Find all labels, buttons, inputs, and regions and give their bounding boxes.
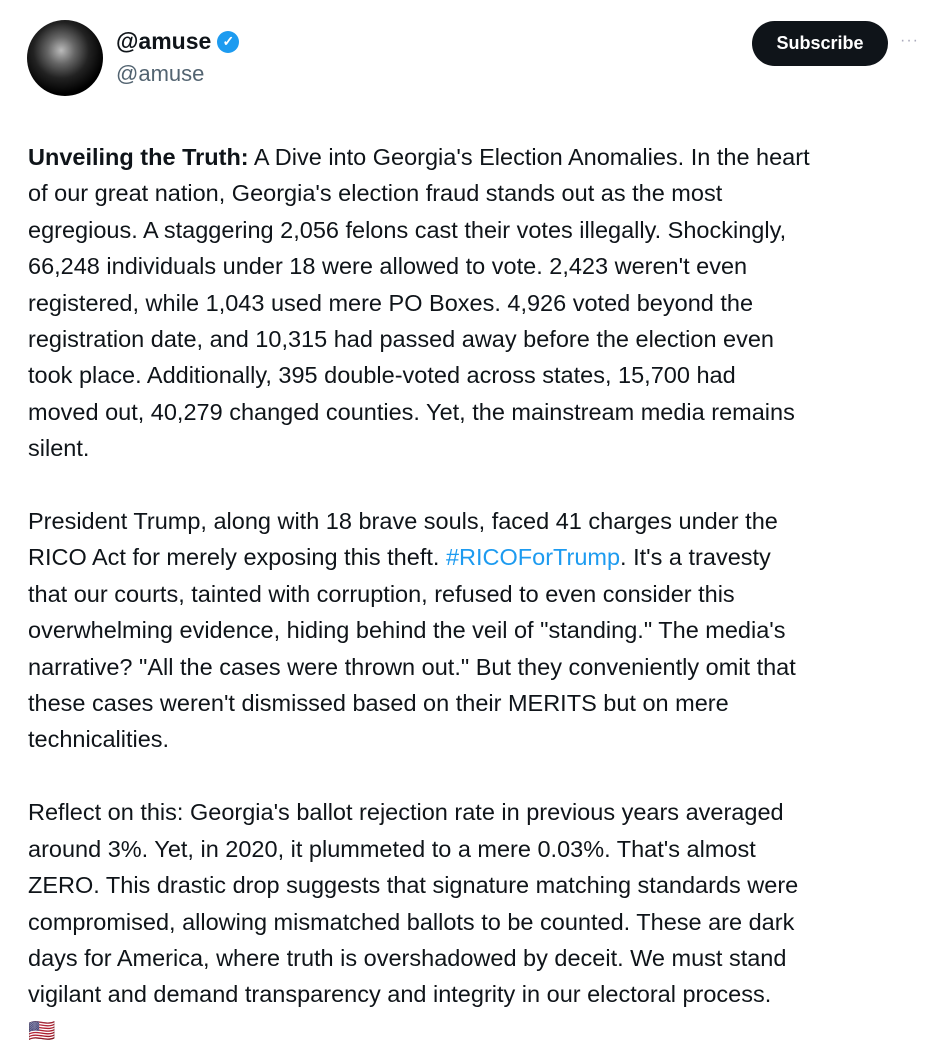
text-line bbox=[28, 139, 810, 175]
text-line: technicalities. bbox=[28, 726, 170, 753]
paragraph-2 bbox=[28, 576, 810, 758]
text-line: egregious. A staggering 2,056 felons cast their votes illegally. Shockingly, bbox=[28, 216, 787, 243]
author-name[interactable] bbox=[116, 28, 239, 55]
hashtag-link[interactable]: #RICOForTrump bbox=[445, 544, 621, 571]
text-line: these cases weren't dismissed based on their MERITS but on mere bbox=[28, 690, 729, 717]
text-line: vigilant and demand transparency and integrity in our electoral process. bbox=[28, 981, 772, 1008]
text-line: registered, while 1,043 used mere PO Boxes. 4,926 voted beyond the bbox=[28, 289, 754, 316]
text-line: took place. Additionally, 395 double-voted across states, 15,700 had bbox=[28, 362, 736, 389]
text-line bbox=[28, 539, 810, 575]
bold-lead: Unveiling the Truth: bbox=[28, 144, 249, 170]
text-line: Reflect on this: Georgia's ballot rejection rate in previous years averaged bbox=[28, 799, 784, 826]
paragraph-3 bbox=[28, 794, 810, 1012]
text-line: President Trump, along with 18 brave souls, faced 41 charges under the bbox=[28, 508, 778, 535]
text-line: of our great nation, Georgia's election fraud stands out as the most bbox=[28, 180, 723, 207]
more-options-icon[interactable]: ··· bbox=[900, 32, 919, 49]
text-segment: RICO Act for merely exposing this theft. bbox=[28, 544, 446, 571]
text-line: that our courts, tainted with corruption, refused to even consider this bbox=[28, 580, 735, 607]
text-line: days for America, where truth is overshadowed by deceit. We must stand bbox=[28, 944, 787, 971]
post-text bbox=[28, 139, 810, 1049]
text-line: silent. bbox=[28, 435, 90, 462]
us-flag-emoji: 🇺🇸 bbox=[28, 1017, 56, 1043]
text-line: narrative? "All the cases were thrown out." But they conveniently omit that bbox=[28, 653, 796, 680]
author-handle[interactable]: @amuse bbox=[116, 61, 205, 86]
text-line: 66,248 individuals under 18 were allowed to vote. 2,423 weren't even bbox=[28, 253, 748, 280]
subscribe-button[interactable]: Subscribe bbox=[752, 21, 888, 66]
text-line: ZERO. This drastic drop suggests that signature matching standards were bbox=[28, 872, 799, 899]
display-name[interactable]: @amuse bbox=[116, 28, 212, 54]
paragraph-1 bbox=[28, 175, 810, 466]
text-line: moved out, 40,279 changed counties. Yet, the mainstream media remains bbox=[28, 398, 795, 425]
text-segment: A Dive into Georgia's Election Anomalies. In the heart bbox=[248, 144, 810, 170]
text-segment: . It's a travesty bbox=[620, 544, 771, 571]
text-line: registration date, and 10,315 had passed away before the election even bbox=[28, 326, 774, 353]
avatar[interactable] bbox=[27, 20, 103, 96]
text-line: compromised, allowing mismatched ballots to be counted. These are dark bbox=[28, 908, 795, 935]
text-line: around 3%. Yet, in 2020, it plummeted to a mere 0.03%. That's almost bbox=[28, 835, 756, 862]
verified-badge-icon: ✓ bbox=[217, 31, 239, 53]
text-line: overwhelming evidence, hiding behind the veil of "standing." The media's bbox=[28, 617, 786, 644]
